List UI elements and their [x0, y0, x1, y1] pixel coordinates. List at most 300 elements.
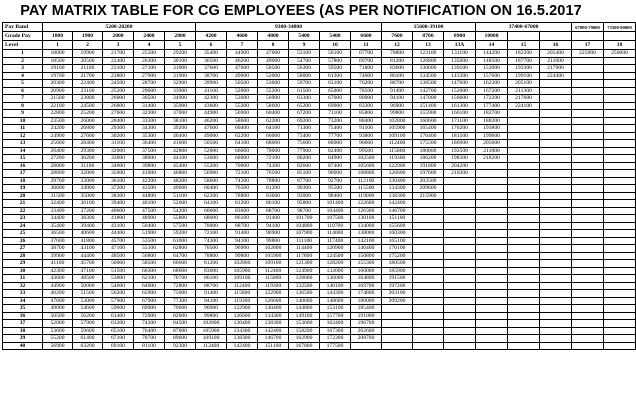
pay-cell: 40400 — [165, 132, 196, 140]
pay-cell — [508, 162, 540, 170]
pay-cell — [572, 80, 604, 88]
pay-cell: 91400 — [227, 230, 258, 238]
pay-cell — [540, 335, 572, 343]
pay-cell: 78800 — [227, 192, 258, 200]
pay-cell: 22800 — [43, 110, 73, 118]
pay-cell: 144200 — [476, 50, 508, 58]
pay-band-row — [3, 23, 636, 32]
pay-cell — [540, 282, 572, 290]
pay-cell — [540, 200, 572, 208]
pay-cell: 52000 — [258, 72, 289, 80]
pay-cell: 182700 — [476, 110, 508, 118]
pay-cell: 140100 — [320, 282, 351, 290]
pay-band-header: 67000-79000 — [572, 23, 604, 32]
pay-cell: 30200 — [103, 132, 134, 140]
pay-cell: 49000 — [227, 72, 258, 80]
grade-pay-cell: 2400 — [134, 32, 165, 41]
pay-cell — [572, 267, 604, 275]
pay-cell: 205600 — [476, 140, 508, 148]
pay-cell: 130400 — [227, 320, 258, 328]
pay-cell: 68000 — [196, 215, 227, 223]
pay-cell: 20900 — [43, 87, 73, 95]
page-title: PAY MATRIX TABLE FOR CG EMPLOYEES (AS PER NOTIFICATION ON 16.5.2017 — [20, 3, 582, 19]
pay-cell — [572, 230, 604, 238]
pay-cell — [572, 102, 604, 110]
pay-cell: 42300 — [196, 95, 227, 103]
pay-cell — [413, 237, 444, 245]
level-header: 13A — [444, 41, 476, 50]
pay-cell — [572, 65, 604, 73]
pay-cell — [413, 245, 444, 253]
pay-cell: 31100 — [73, 162, 103, 170]
pay-cell: 58000 — [289, 72, 320, 80]
pay-cell: 56100 — [320, 50, 351, 58]
pay-cell: 56300 — [289, 65, 320, 73]
grade-pay-cell: 5400 — [289, 32, 320, 41]
pay-cell: 74200 — [134, 320, 165, 328]
pay-cell — [540, 260, 572, 268]
pay-cell: 165100 — [382, 237, 413, 245]
table-row — [3, 312, 636, 320]
pay-cell — [540, 290, 572, 298]
level-header: 12 — [382, 41, 413, 50]
pay-cell — [508, 260, 540, 268]
table-row — [3, 207, 636, 215]
pay-cell — [572, 260, 604, 268]
pay-cell: 83600 — [382, 65, 413, 73]
pay-cell: 104400 — [320, 207, 351, 215]
row-number: 15 — [3, 155, 43, 163]
pay-cell — [444, 177, 476, 185]
level-header: 1 — [43, 41, 73, 50]
pay-cell: 53000 — [103, 275, 134, 283]
pay-cell: 62200 — [196, 192, 227, 200]
pay-cell: 99800 — [196, 312, 227, 320]
pay-cell — [476, 207, 508, 215]
pay-cell — [413, 305, 444, 313]
pay-cell: 35900 — [165, 102, 196, 110]
pay-cell: 114400 — [289, 245, 320, 253]
pay-cell — [540, 87, 572, 95]
pay-cell — [508, 117, 540, 125]
pay-cell: 204200 — [444, 162, 476, 170]
pay-cell: 44100 — [165, 155, 196, 163]
pay-cell — [572, 275, 604, 283]
pay-cell: 112400 — [227, 282, 258, 290]
pay-cell: 53500 — [134, 237, 165, 245]
pay-cell: 36400 — [134, 140, 165, 148]
pay-cell — [572, 155, 604, 163]
pay-cell: 130100 — [351, 215, 382, 223]
pay-cell — [604, 215, 636, 223]
pay-cell: 34000 — [73, 185, 103, 193]
pay-cell: 169700 — [351, 282, 382, 290]
pay-cell: 101700 — [289, 215, 320, 223]
pay-matrix-table-container — [2, 22, 632, 350]
pay-cell: 43600 — [196, 102, 227, 110]
pay-cell: 79600 — [165, 305, 196, 313]
row-number: 11 — [3, 125, 43, 133]
pay-cell: 33000 — [103, 155, 134, 163]
pay-cell: 102500 — [351, 155, 382, 163]
pay-cell — [476, 192, 508, 200]
pay-cell: 46100 — [134, 200, 165, 208]
pay-cell: 104800 — [289, 222, 320, 230]
pay-cell: 59600 — [103, 305, 134, 313]
pay-cell — [572, 215, 604, 223]
pay-cell: 90300 — [289, 185, 320, 193]
pay-cell: 109100 — [196, 335, 227, 343]
pay-cell: 33900 — [165, 87, 196, 95]
pay-cell: 44400 — [73, 252, 103, 260]
pay-cell — [508, 335, 540, 343]
pay-cell: 32000 — [73, 170, 103, 178]
pay-band-label: Pay Band — [3, 23, 43, 32]
pay-cell: 156600 — [444, 95, 476, 103]
pay-cell: 143300 — [444, 72, 476, 80]
pay-cell: 43600 — [43, 275, 73, 283]
pay-cell: 142100 — [351, 237, 382, 245]
pay-cell — [476, 312, 508, 320]
pay-cell — [540, 80, 572, 88]
pay-cell: 112400 — [382, 140, 413, 148]
pay-cell: 80200 — [289, 155, 320, 163]
level-header: 3 — [103, 41, 134, 50]
pay-cell: 157700 — [320, 312, 351, 320]
pay-cell: 23800 — [103, 72, 134, 80]
pay-cell: 37600 — [43, 237, 73, 245]
pay-cell: 142700 — [413, 87, 444, 95]
pay-cell: 21700 — [103, 50, 134, 58]
pay-cell: 111100 — [289, 237, 320, 245]
pay-cell: 94100 — [382, 95, 413, 103]
pay-cell: 45700 — [73, 260, 103, 268]
pay-cell — [508, 155, 540, 163]
pay-cell: 73400 — [289, 132, 320, 140]
pay-cell: 82600 — [289, 162, 320, 170]
pay-cell: 46200 — [43, 290, 73, 298]
pay-cell: 96900 — [196, 305, 227, 313]
table-row — [3, 335, 636, 343]
pay-cell — [382, 327, 413, 335]
pay-cell: 187700 — [508, 57, 540, 65]
pay-cell — [508, 305, 540, 313]
pay-cell: 87000 — [165, 327, 196, 335]
pay-cell: 26000 — [73, 117, 103, 125]
pay-cell — [476, 252, 508, 260]
pay-cell: 18500 — [43, 57, 73, 65]
pay-cell: 84900 — [320, 155, 351, 163]
table-row — [3, 297, 636, 305]
pay-cell: 55200 — [227, 102, 258, 110]
pay-cell: 81200 — [196, 260, 227, 268]
pay-cell: 32400 — [43, 200, 73, 208]
pay-cell: 218200 — [476, 155, 508, 163]
pay-cell: 30200 — [73, 155, 103, 163]
pay-cell: 191000 — [351, 312, 382, 320]
pay-cell: 211300 — [508, 87, 540, 95]
pay-cell: 142400 — [382, 200, 413, 208]
row-number: 30 — [3, 267, 43, 275]
pay-cell: 28800 — [43, 170, 73, 178]
pay-cell: 21700 — [73, 72, 103, 80]
table-row — [3, 80, 636, 88]
pay-cell — [540, 170, 572, 178]
pay-cell — [540, 125, 572, 133]
pay-cell: 196700 — [351, 320, 382, 328]
pay-cell: 88700 — [258, 207, 289, 215]
pay-cell: 28400 — [73, 140, 103, 148]
pay-cell: 32000 — [103, 147, 134, 155]
pay-cell: 55100 — [134, 245, 165, 253]
pay-cell — [508, 267, 540, 275]
grade-pay-cell: 5400 — [320, 32, 351, 41]
pay-cell — [604, 57, 636, 65]
pay-cell: 58600 — [196, 177, 227, 185]
pay-cell — [604, 200, 636, 208]
pay-cell: 140600 — [289, 297, 320, 305]
pay-cell — [604, 170, 636, 178]
pay-cell — [413, 335, 444, 343]
pay-cell: 45700 — [103, 237, 134, 245]
pay-cell: 65200 — [289, 102, 320, 110]
pay-cell: 23100 — [73, 87, 103, 95]
pay-cell: 57500 — [165, 222, 196, 230]
pay-cell: 50000 — [103, 260, 134, 268]
pay-cell: 130600 — [413, 65, 444, 73]
pay-cell: 68000 — [227, 155, 258, 163]
pay-cell: 77700 — [320, 132, 351, 140]
pay-cell: 87400 — [320, 162, 351, 170]
pay-cell: 203500 — [413, 177, 444, 185]
pay-cell — [604, 110, 636, 118]
pay-cell: 37200 — [103, 185, 134, 193]
pay-cell: 36500 — [196, 57, 227, 65]
pay-cell — [572, 245, 604, 253]
pay-cell: 32900 — [165, 80, 196, 88]
pay-cell: 46200 — [227, 57, 258, 65]
pay-cell: 52600 — [165, 200, 196, 208]
table-row — [3, 230, 636, 238]
pay-cell — [476, 162, 508, 170]
pay-cell — [572, 147, 604, 155]
pay-cell: 41000 — [134, 170, 165, 178]
pay-cell: 67200 — [289, 110, 320, 118]
pay-cell — [444, 327, 476, 335]
pay-cell: 174800 — [351, 290, 382, 298]
pay-cell — [604, 80, 636, 88]
pay-cell: 45400 — [165, 162, 196, 170]
grade-pay-row — [3, 32, 636, 41]
pay-cell — [413, 342, 444, 350]
grade-pay-cell: 4600 — [227, 32, 258, 41]
pay-cell: 77900 — [289, 147, 320, 155]
table-row — [3, 320, 636, 328]
pay-cell: 75400 — [320, 125, 351, 133]
pay-cell: 33400 — [43, 207, 73, 215]
pay-cell — [413, 207, 444, 215]
pay-cell: 208700 — [351, 335, 382, 343]
pay-cell: 19900 — [73, 50, 103, 58]
pay-cell: 38600 — [134, 155, 165, 163]
pay-cell: 43100 — [73, 245, 103, 253]
pay-cell: 47600 — [196, 125, 227, 133]
pay-cell: 130400 — [382, 177, 413, 185]
pay-cell: 81200 — [258, 185, 289, 193]
level-header: 11 — [351, 41, 382, 50]
pay-cell: 33000 — [73, 177, 103, 185]
pay-cell: 26400 — [43, 147, 73, 155]
row-number: 9 — [3, 110, 43, 118]
pay-cell: 155600 — [382, 222, 413, 230]
table-row — [3, 117, 636, 125]
row-number: 28 — [3, 252, 43, 260]
pay-cell: 76500 — [227, 185, 258, 193]
pay-cell: 44900 — [227, 50, 258, 58]
pay-cell: 67000 — [320, 95, 351, 103]
pay-cell: 51900 — [134, 230, 165, 238]
pay-cell: 78800 — [196, 252, 227, 260]
pay-cell: 144300 — [320, 290, 351, 298]
pay-band-header: 37400-67000 — [476, 23, 572, 32]
pay-cell — [508, 275, 540, 283]
pay-cell: 34000 — [103, 162, 134, 170]
pay-cell: 36100 — [73, 200, 103, 208]
pay-cell — [508, 290, 540, 298]
pay-cell: 64100 — [196, 200, 227, 208]
pay-cell — [572, 170, 604, 178]
row-number: 16 — [3, 162, 43, 170]
pay-cell: 74300 — [258, 162, 289, 170]
pay-cell: 27600 — [73, 132, 103, 140]
pay-cell: 92700 — [320, 177, 351, 185]
pay-cell: 61300 — [320, 72, 351, 80]
pay-cell: 31000 — [165, 65, 196, 73]
pay-cell: 87700 — [289, 177, 320, 185]
grade-pay-cell: 8700 — [413, 32, 444, 41]
pay-cell: 170400 — [413, 132, 444, 140]
row-number: 31 — [3, 275, 43, 283]
pay-cell: 112400 — [258, 267, 289, 275]
pay-cell: 51500 — [103, 267, 134, 275]
pay-cell: 134000 — [351, 222, 382, 230]
pay-cell: 224400 — [540, 72, 572, 80]
pay-cell: 185400 — [351, 305, 382, 313]
level-header: 15 — [508, 41, 540, 50]
pay-cell: 126600 — [258, 297, 289, 305]
pay-cell — [476, 342, 508, 350]
pay-cell: 126600 — [382, 170, 413, 178]
pay-cell — [508, 147, 540, 155]
pay-cell — [540, 305, 572, 313]
pay-cell — [476, 275, 508, 283]
pay-cell: 160300 — [382, 230, 413, 238]
pay-cell: 101400 — [320, 200, 351, 208]
pay-cell: 43100 — [103, 222, 134, 230]
pay-cell: 88400 — [351, 117, 382, 125]
pay-cell: 128200 — [320, 260, 351, 268]
pay-cell: 24500 — [103, 80, 134, 88]
pay-cell: 102800 — [196, 320, 227, 328]
pay-cell — [413, 297, 444, 305]
pay-cell: 91400 — [258, 215, 289, 223]
pay-cell: 90000 — [320, 170, 351, 178]
level-header: 4 — [134, 41, 165, 50]
pay-cell: 50400 — [134, 222, 165, 230]
pay-cell — [572, 342, 604, 350]
pay-cell — [604, 260, 636, 268]
pay-cell: 94100 — [196, 297, 227, 305]
pay-cell — [540, 320, 572, 328]
pay-cell: 18000 — [43, 50, 73, 58]
pay-cell: 210300 — [444, 170, 476, 178]
pay-cell: 180800 — [413, 147, 444, 155]
pay-cell: 21500 — [43, 95, 73, 103]
pay-cell: 41100 — [196, 87, 227, 95]
pay-cell — [444, 297, 476, 305]
pay-cell: 198300 — [444, 155, 476, 163]
pay-matrix-table — [2, 22, 636, 350]
pay-cell: 38100 — [165, 117, 196, 125]
pay-cell — [508, 282, 540, 290]
pay-band-header: 75500-80000 — [604, 23, 636, 32]
row-number: 36 — [3, 312, 43, 320]
pay-cell: 217600 — [508, 95, 540, 103]
pay-cell: 122900 — [227, 305, 258, 313]
pay-cell: 65100 — [103, 327, 134, 335]
table-row — [3, 200, 636, 208]
pay-cell — [508, 215, 540, 223]
pay-cell — [604, 290, 636, 298]
pay-cell — [508, 110, 540, 118]
pay-cell: 37600 — [196, 65, 227, 73]
pay-cell — [444, 267, 476, 275]
pay-cell: 46200 — [196, 117, 227, 125]
pay-cell: 54600 — [73, 305, 103, 313]
pay-cell: 55200 — [196, 162, 227, 170]
pay-cell — [476, 177, 508, 185]
pay-cell: 44900 — [196, 110, 227, 118]
pay-cell — [444, 200, 476, 208]
pay-cell: 47600 — [258, 50, 289, 58]
pay-cell: 25200 — [73, 110, 103, 118]
pay-cell: 88700 — [196, 282, 227, 290]
pay-cell: 84500 — [165, 320, 196, 328]
pay-cell: 81100 — [134, 342, 165, 350]
pay-cell: 34400 — [43, 215, 73, 223]
grade-pay-cell: 7600 — [382, 32, 413, 41]
pay-cell — [572, 320, 604, 328]
pay-cell — [508, 327, 540, 335]
pay-cell: 186900 — [444, 140, 476, 148]
table-row — [3, 237, 636, 245]
pay-cell: 60400 — [196, 185, 227, 193]
pay-cell: 172200 — [476, 95, 508, 103]
pay-cell: 82400 — [320, 147, 351, 155]
pay-cell: 112400 — [196, 342, 227, 350]
pay-cell: 67100 — [103, 335, 134, 343]
pay-cell: 69100 — [103, 342, 134, 350]
pay-cell: 72000 — [134, 312, 165, 320]
pay-cell: 96900 — [227, 245, 258, 253]
pay-cell: 44800 — [134, 192, 165, 200]
pay-cell: 19100 — [43, 65, 73, 73]
pay-cell — [604, 305, 636, 313]
pay-cell: 22100 — [43, 102, 73, 110]
pay-cell: 126800 — [413, 57, 444, 65]
pay-cell: 20300 — [43, 80, 73, 88]
pay-cell — [444, 260, 476, 268]
